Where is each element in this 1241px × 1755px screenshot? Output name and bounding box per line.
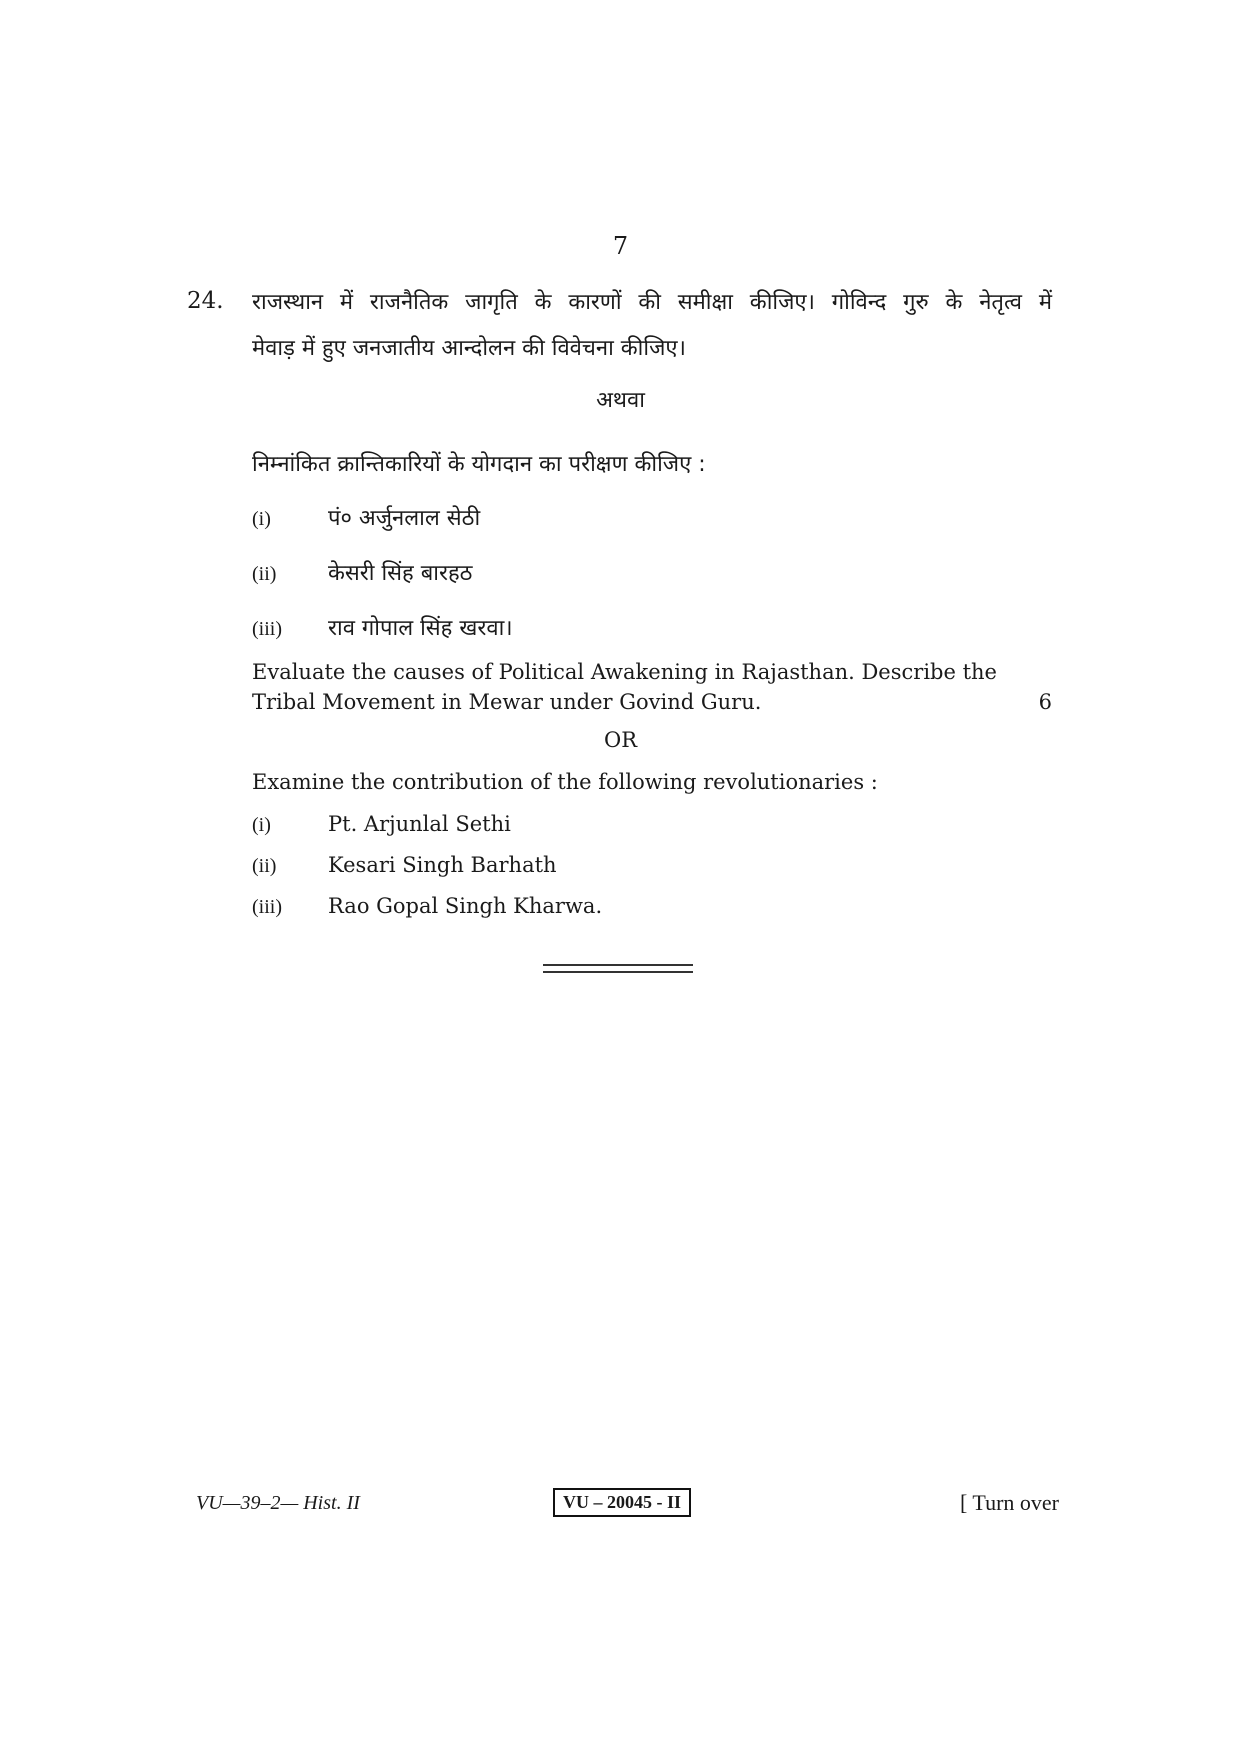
hindi-or: अथवा — [596, 388, 645, 413]
hindi-list-text: केसरी सिंह बारहठ — [328, 561, 473, 586]
english-list-item — [252, 812, 511, 837]
hindi-examine-prompt: निम्नांकित क्रान्तिकारियों के योगदान का परीक्षण कीजिए : — [252, 452, 706, 477]
english-list-number: (i) — [252, 814, 271, 836]
hindi-question-line-1: राजस्थान में राजनैतिक जागृति के कारणों की समीक्षा कीजिए। गोविन्द गुरु के नेतृत्व में — [252, 290, 1052, 315]
hindi-question-line-2: मेवाड़ में हुए जनजातीय आन्दोलन की विवेचना कीजिए। — [252, 336, 686, 361]
english-question — [252, 657, 1052, 717]
footer-turn-over: [ Turn over — [960, 1490, 1060, 1515]
hindi-list-number: (iii) — [252, 618, 282, 640]
english-list-item — [252, 853, 557, 878]
hindi-list-text: पं० अर्जुनलाल सेठी — [328, 506, 481, 531]
english-or: OR — [603, 728, 638, 752]
question-number: 24. — [187, 288, 224, 314]
english-list-number: (ii) — [252, 855, 277, 877]
hindi-list-number: (i) — [252, 508, 271, 530]
english-list-item — [252, 894, 602, 919]
hindi-list-item — [252, 502, 480, 532]
english-list-number: (iii) — [252, 896, 282, 918]
footer-subject-code: VU—39–2— Hist. II — [196, 1492, 360, 1514]
hindi-list-text: राव गोपाल सिंह खरवा। — [328, 616, 513, 641]
page-number: 7 — [612, 232, 629, 260]
english-list-text: Rao Gopal Singh Kharwa. — [328, 894, 603, 918]
hindi-list-item — [252, 557, 472, 587]
footer-paper-code: VU – 20045 - II — [553, 1488, 691, 1517]
hindi-list-number: (ii) — [252, 563, 277, 585]
marks: 6 — [1038, 690, 1052, 714]
english-question-line-2: Tribal Movement in Mewar under Govind Guru. — [252, 690, 762, 714]
hindi-list-item — [252, 612, 513, 642]
english-question-line-1: Evaluate the causes of Political Awakening in Rajasthan. Describe the — [252, 660, 997, 684]
english-list-text: Pt. Arjunlal Sethi — [328, 812, 511, 836]
english-question-line-2-row — [252, 687, 1052, 717]
english-list-text: Kesari Singh Barhath — [328, 853, 557, 877]
end-separator — [543, 964, 693, 973]
english-examine-prompt: Examine the contribution of the following revolutionaries : — [252, 770, 878, 794]
